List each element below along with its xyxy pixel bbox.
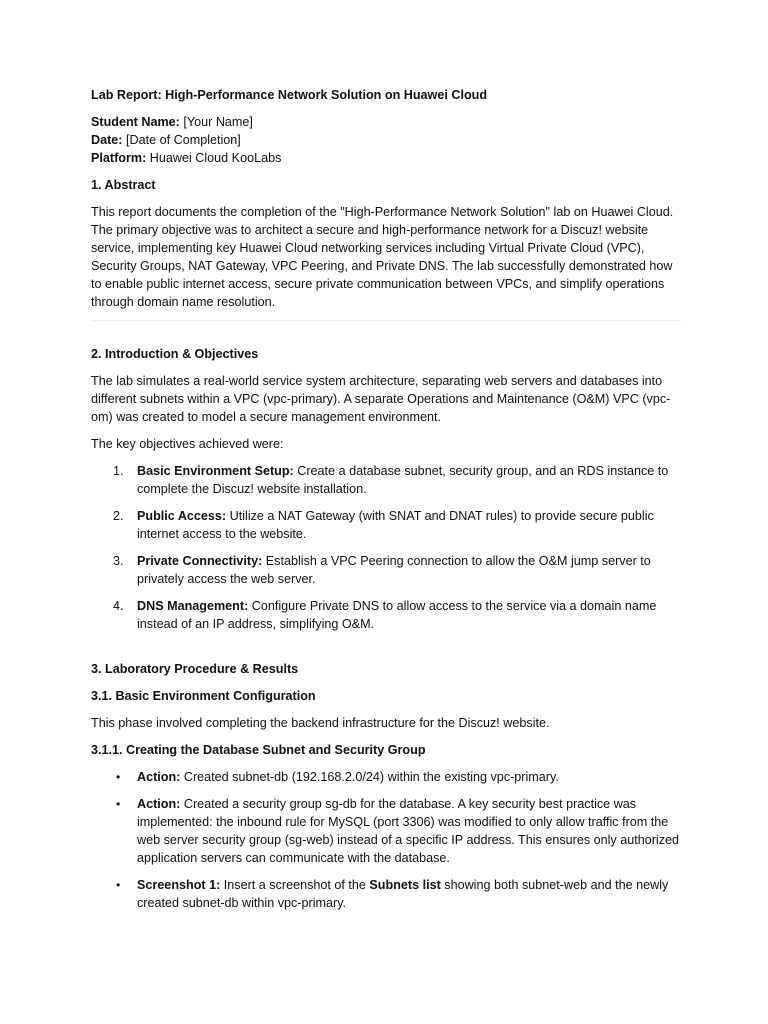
objective-text: Configure Private DNS to allow access to the service via a domain name instead of an IP address, simplifying O&M. xyxy=(137,599,657,631)
screenshot-text-post: showing both subnet-web and the newly created subnet-db within vpc-primary. xyxy=(137,878,669,910)
list-number: 2. xyxy=(113,509,124,523)
meta-value: [Your Name] xyxy=(179,115,253,129)
list-item xyxy=(91,795,681,867)
bullet-icon: • xyxy=(116,770,121,784)
spacer xyxy=(91,642,681,660)
intro-text: The lab simulates a real-world service system architecture, separating web servers and databases into different subnets within a VPC (vpc-primary). A separate Operations and Maintenance (O&M) VPC (vpc-om) was created to model a secure management environment. xyxy=(91,374,671,424)
list-number: 3. xyxy=(113,554,124,568)
action-text: Created subnet-db (192.168.2.0/24) within the existing vpc-primary. xyxy=(180,770,559,784)
section-divider xyxy=(91,320,681,321)
subsubsection-heading: 3.1.1. Creating the Database Subnet and Security Group xyxy=(91,743,426,757)
document-page xyxy=(91,86,681,921)
list-item xyxy=(91,876,681,912)
meta-label: Student Name: xyxy=(91,115,180,129)
meta-block xyxy=(91,113,681,167)
screenshot-text-bold: Subnets list xyxy=(369,878,441,892)
meta-label: Date: xyxy=(91,133,123,147)
action-label: Action: xyxy=(137,797,181,811)
action-label: Action: xyxy=(137,770,181,784)
bullet-icon: • xyxy=(116,797,121,811)
list-item xyxy=(91,552,681,588)
bullet-icon: • xyxy=(116,878,121,892)
objective-text: Create a database subnet, security group, and an RDS instance to complete the Discuz! website installation. xyxy=(137,464,669,496)
list-item xyxy=(91,507,681,543)
procedure-heading: 3. Laboratory Procedure & Results xyxy=(91,662,299,676)
objective-label: Private Connectivity: xyxy=(137,554,263,568)
document-title: Lab Report: High-Performance Network Solution on Huawei Cloud xyxy=(91,88,488,102)
meta-value: Huawei Cloud KooLabs xyxy=(146,151,282,165)
list-number: 4. xyxy=(113,599,124,613)
intro-heading: 2. Introduction & Objectives xyxy=(91,347,259,361)
list-number: 1. xyxy=(113,464,124,478)
action-text: Created a security group sg-db for the database. A key security best practice was implemented: the inbound rule for MySQL (port 3306) was modified to only allow traffic from the web server security group (sg-web) instead of a specific IP address. This ensures only authorized application servers can communicate with the database. xyxy=(137,797,680,865)
objectives-list xyxy=(91,462,681,633)
list-item xyxy=(91,462,681,498)
meta-value: [Date of Completion] xyxy=(122,133,241,147)
list-item xyxy=(91,768,681,786)
meta-platform xyxy=(91,149,681,167)
objectives-lead: The key objectives achieved were: xyxy=(91,437,284,451)
meta-label: Platform: xyxy=(91,151,147,165)
screenshot-text-pre: Insert a screenshot of the xyxy=(220,878,370,892)
list-item xyxy=(91,597,681,633)
meta-student xyxy=(91,113,681,131)
subsection-text: This phase involved completing the backend infrastructure for the Discuz! website. xyxy=(91,716,550,730)
objective-text: Establish a VPC Peering connection to allow the O&M jump server to privately access the web server. xyxy=(137,554,651,586)
abstract-text: This report documents the completion of the "High-Performance Network Solution" lab on Huawei Cloud. The primary objective was to architect a secure and high-performance network for a Discuz! website service, implementing key Huawei Cloud networking services including Virtual Private Cloud (VPC), Security Groups, NAT Gateway, VPC Peering, and Private DNS. The lab successfully demonstrated how to enable public internet access, secure private communication between VPCs, and simplify operations through domain name resolution. xyxy=(91,205,674,309)
objective-text: Utilize a NAT Gateway (with SNAT and DNAT rules) to provide secure public internet access to the website. xyxy=(137,509,654,541)
subsection-heading: 3.1. Basic Environment Configuration xyxy=(91,689,316,703)
action-list xyxy=(91,768,681,912)
meta-date xyxy=(91,131,681,149)
objective-label: DNS Management: xyxy=(137,599,249,613)
objective-label: Basic Environment Setup: xyxy=(137,464,294,478)
abstract-heading: 1. Abstract xyxy=(91,178,156,192)
objective-label: Public Access: xyxy=(137,509,227,523)
screenshot-label: Screenshot 1: xyxy=(137,878,221,892)
